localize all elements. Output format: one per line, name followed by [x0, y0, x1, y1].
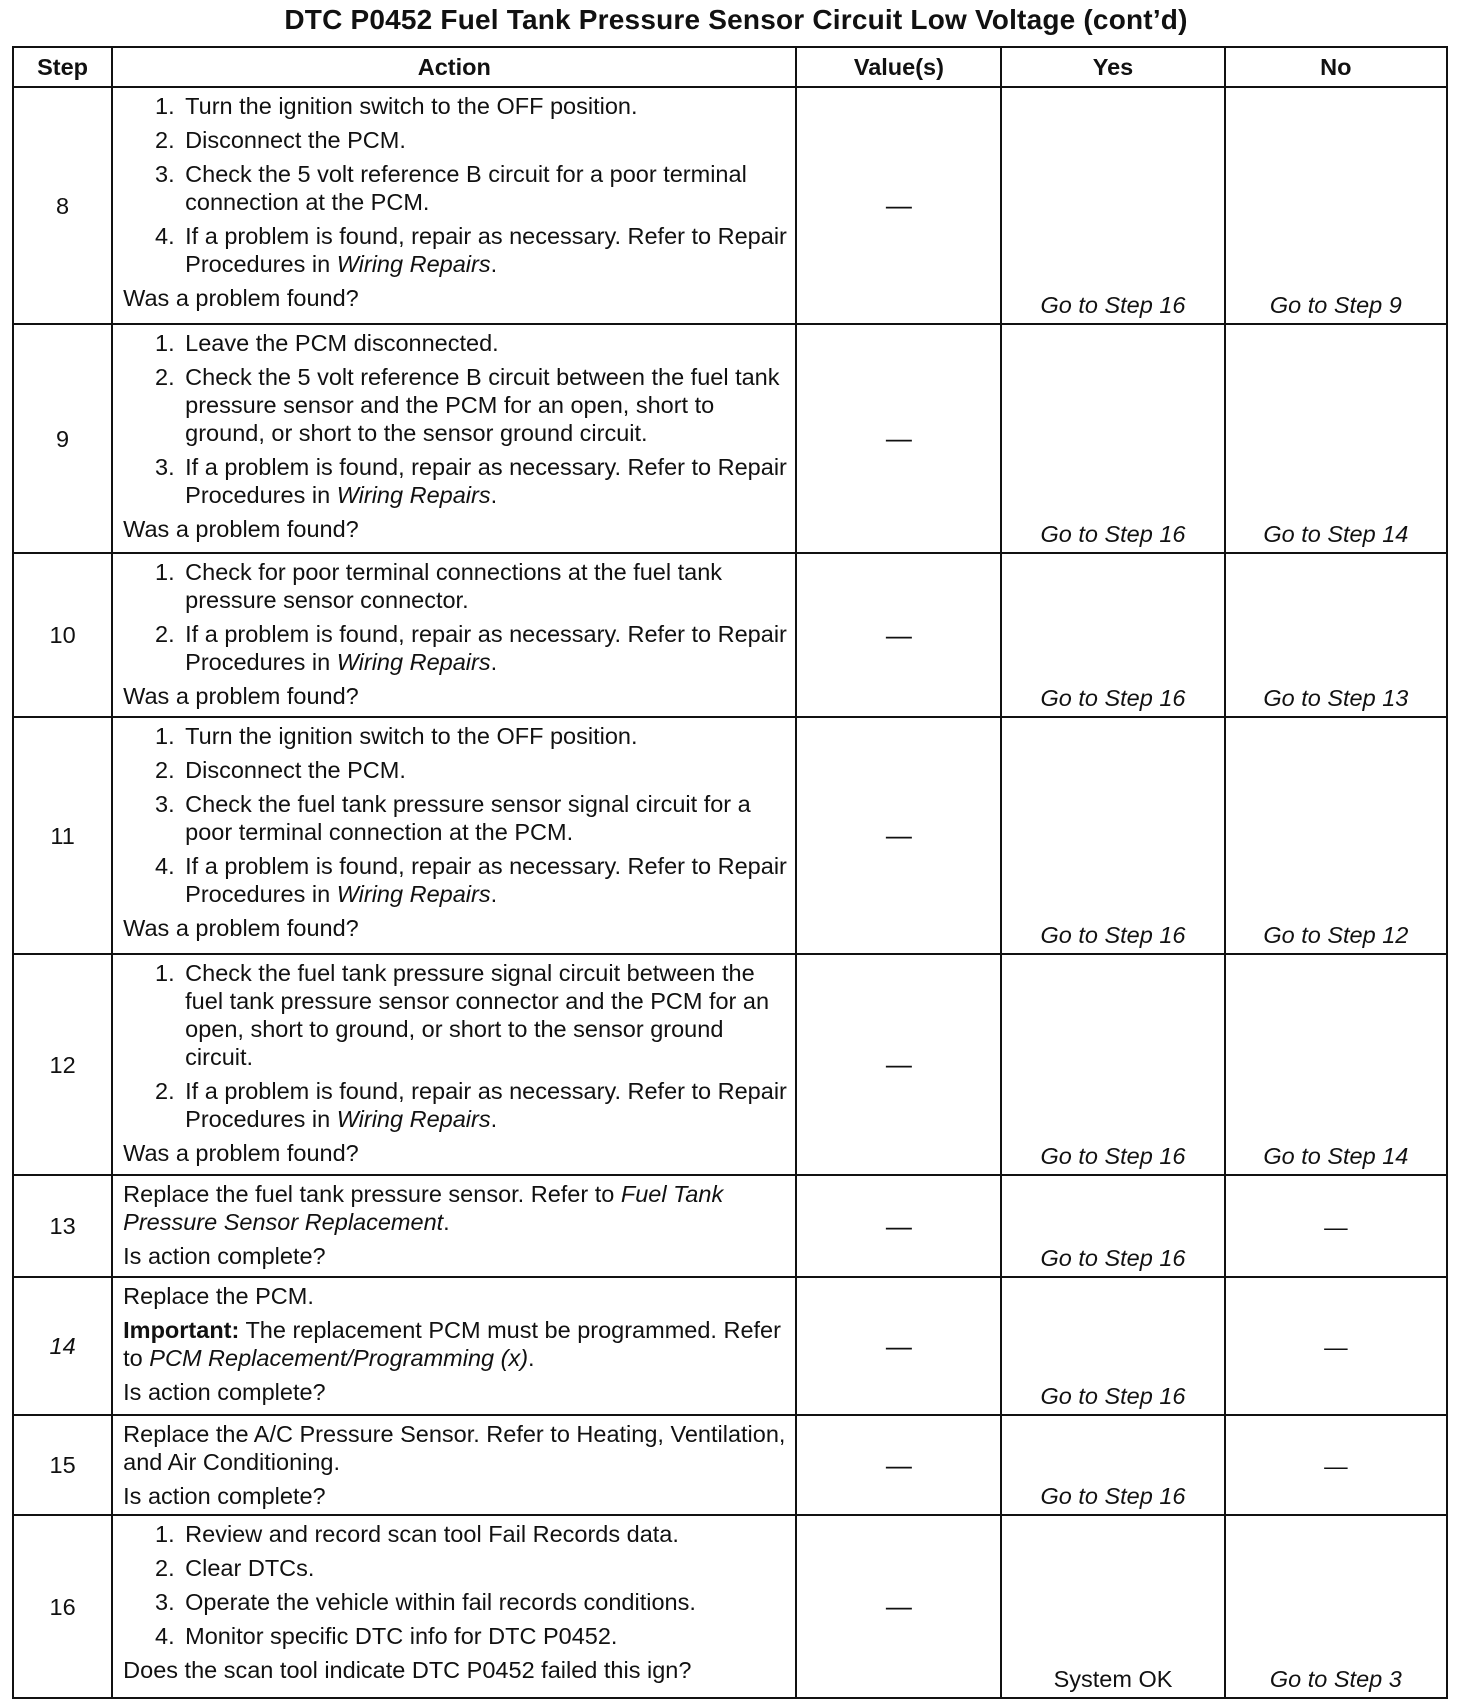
- yes-result: System OK: [1001, 1515, 1224, 1698]
- yes-result: Go to Step 16: [1001, 717, 1224, 954]
- reference-title: Wiring Repairs: [336, 1106, 491, 1132]
- value-cell: [796, 1415, 1001, 1515]
- action-question: Is action complete?: [123, 1243, 326, 1269]
- action-step: 1. Turn the ignition switch to the OFF position.: [181, 92, 789, 120]
- action-step: 4. If a problem is found, repair as necessary. Refer to Repair Procedures in Wiring Repairs.: [181, 852, 789, 908]
- action-steps-list: [123, 1520, 789, 1650]
- no-result: Go to Step 14: [1225, 324, 1447, 553]
- action-question: Was a problem found?: [123, 516, 359, 542]
- action-cell: [112, 553, 796, 717]
- value-dash: —: [885, 1049, 912, 1079]
- action-step: 2. If a problem is found, repair as necessary. Refer to Repair Procedures in Wiring Repairs.: [181, 1077, 789, 1133]
- yes-result: Go to Step 16: [1001, 1277, 1224, 1415]
- header-yes: Yes: [1001, 47, 1224, 87]
- value-cell: [796, 1515, 1001, 1698]
- yes-result: Go to Step 16: [1001, 1415, 1224, 1515]
- action-cell: [112, 87, 796, 324]
- step-number: 13: [13, 1175, 112, 1277]
- no-result: —: [1225, 1277, 1447, 1415]
- action-step: 1. Check the fuel tank pressure signal circuit between the fuel tank pressure sensor connector and the PCM for an open, short to ground, or short to the sensor ground circuit.: [181, 959, 789, 1071]
- action-step: 2. If a problem is found, repair as necessary. Refer to Repair Procedures in Wiring Repairs.: [181, 620, 789, 676]
- action-step: 2. Disconnect the PCM.: [181, 756, 789, 784]
- step-number: 9: [13, 324, 112, 553]
- step-number: 11: [13, 717, 112, 954]
- action-question: Was a problem found?: [123, 683, 359, 709]
- reference-title: Wiring Repairs: [336, 881, 491, 907]
- header-values: Value(s): [796, 47, 1001, 87]
- value-cell: [796, 324, 1001, 553]
- diagnostic-table: [12, 46, 1448, 1699]
- header-row: [13, 47, 1447, 87]
- header-action: Action: [112, 47, 796, 87]
- action-question: Does the scan tool indicate DTC P0452 failed this ign?: [123, 1657, 692, 1683]
- value-dash: —: [885, 1591, 912, 1621]
- header-step: Step: [13, 47, 112, 87]
- action-question: Was a problem found?: [123, 915, 359, 941]
- action-step: 1. Turn the ignition switch to the OFF position.: [181, 722, 789, 750]
- action-step: 3. If a problem is found, repair as necessary. Refer to Repair Procedures in Wiring Repairs.: [181, 453, 789, 509]
- action-question: Was a problem found?: [123, 285, 359, 311]
- action-cell: [112, 1277, 796, 1415]
- value-dash: —: [885, 190, 912, 220]
- yes-result: Go to Step 16: [1001, 1175, 1224, 1277]
- value-cell: [796, 553, 1001, 717]
- action-step: 2. Check the 5 volt reference B circuit between the fuel tank pressure sensor and the PCM for an open, short to ground, or short to the sensor ground circuit.: [181, 363, 789, 447]
- value-dash: —: [885, 1210, 912, 1241]
- table-row: [13, 717, 1447, 954]
- no-result: Go to Step 13: [1225, 553, 1447, 717]
- table-row: [13, 1515, 1447, 1698]
- table-row: [13, 1415, 1447, 1515]
- table-row: [13, 553, 1447, 717]
- action-cell: [112, 324, 796, 553]
- value-cell: [796, 1175, 1001, 1277]
- action-cell: [112, 1415, 796, 1515]
- action-step: 1. Review and record scan tool Fail Records data.: [181, 1520, 789, 1548]
- step-number: 14: [13, 1277, 112, 1415]
- important-label: Important:: [123, 1317, 240, 1343]
- table-row: [13, 1175, 1447, 1277]
- value-cell: [796, 717, 1001, 954]
- action-step: 2. Clear DTCs.: [181, 1554, 789, 1582]
- value-cell: [796, 87, 1001, 324]
- action-step: 3. Check the fuel tank pressure sensor signal circuit for a poor terminal connection at the PCM.: [181, 790, 789, 846]
- action-step: 2. Disconnect the PCM.: [181, 126, 789, 154]
- no-result: —: [1225, 1415, 1447, 1515]
- table-body: [13, 87, 1447, 1698]
- step-number: 8: [13, 87, 112, 324]
- action-steps-list: [123, 558, 789, 676]
- page-title: DTC P0452 Fuel Tank Pressure Sensor Circuit Low Voltage (cont’d): [284, 4, 1188, 35]
- action-step: 1. Check for poor terminal connections at the fuel tank pressure sensor connector.: [181, 558, 789, 614]
- action-step: 3. Operate the vehicle within fail records conditions.: [181, 1588, 789, 1616]
- reference-title: Fuel Tank Pressure Sensor Replacement: [123, 1181, 724, 1235]
- action-step: 1. Leave the PCM disconnected.: [181, 329, 789, 357]
- table-row: [13, 324, 1447, 553]
- no-result: Go to Step 14: [1225, 954, 1447, 1175]
- no-result: Go to Step 12: [1225, 717, 1447, 954]
- header-no: No: [1225, 47, 1447, 87]
- no-result: Go to Step 3: [1225, 1515, 1447, 1698]
- value-dash: —: [885, 1449, 912, 1480]
- reference-title: Wiring Repairs: [336, 251, 491, 277]
- reference-title: Wiring Repairs: [336, 482, 491, 508]
- action-text: Replace the A/C Pressure Sensor. Refer to Heating, Ventilation, and Air Conditioning.: [123, 1421, 786, 1475]
- action-steps-list: [123, 722, 789, 908]
- value-dash: —: [885, 423, 912, 453]
- action-question: Is action complete?: [123, 1483, 326, 1509]
- step-number: 12: [13, 954, 112, 1175]
- action-step: 4. If a problem is found, repair as necessary. Refer to Repair Procedures in Wiring Repairs.: [181, 222, 789, 278]
- table-row: [13, 1277, 1447, 1415]
- step-number: 16: [13, 1515, 112, 1698]
- action-step: 4. Monitor specific DTC info for DTC P0452.: [181, 1622, 789, 1650]
- no-result: Go to Step 9: [1225, 87, 1447, 324]
- action-question: Is action complete?: [123, 1379, 326, 1405]
- action-steps-list: [123, 329, 789, 509]
- action-text: Replace the fuel tank pressure sensor. Refer to Fuel Tank Pressure Sensor Replacement.: [123, 1181, 724, 1235]
- value-dash: —: [885, 1330, 912, 1361]
- step-number: 10: [13, 553, 112, 717]
- reference-title: Wiring Repairs: [336, 649, 491, 675]
- yes-result: Go to Step 16: [1001, 954, 1224, 1175]
- value-cell: [796, 1277, 1001, 1415]
- value-cell: [796, 954, 1001, 1175]
- value-dash: —: [885, 820, 912, 850]
- value-dash: —: [885, 619, 912, 650]
- yes-result: Go to Step 16: [1001, 324, 1224, 553]
- action-cell: [112, 1515, 796, 1698]
- table-row: [13, 954, 1447, 1175]
- step-number: 15: [13, 1415, 112, 1515]
- action-step: 3. Check the 5 volt reference B circuit for a poor terminal connection at the PCM.: [181, 160, 789, 216]
- reference-title: PCM Replacement/Programming (x): [149, 1345, 529, 1371]
- action-steps-list: [123, 92, 789, 278]
- action-cell: [112, 1175, 796, 1277]
- action-cell: [112, 954, 796, 1175]
- action-question: Was a problem found?: [123, 1140, 359, 1166]
- no-result: —: [1225, 1175, 1447, 1277]
- action-cell: [112, 717, 796, 954]
- yes-result: Go to Step 16: [1001, 553, 1224, 717]
- important-note: Important: The replacement PCM must be programmed. Refer to PCM Replacement/Programming (x).: [123, 1317, 781, 1371]
- yes-result: Go to Step 16: [1001, 87, 1224, 324]
- action-steps-list: [123, 959, 789, 1133]
- action-text: Replace the PCM.: [123, 1283, 314, 1309]
- table-row: [13, 87, 1447, 324]
